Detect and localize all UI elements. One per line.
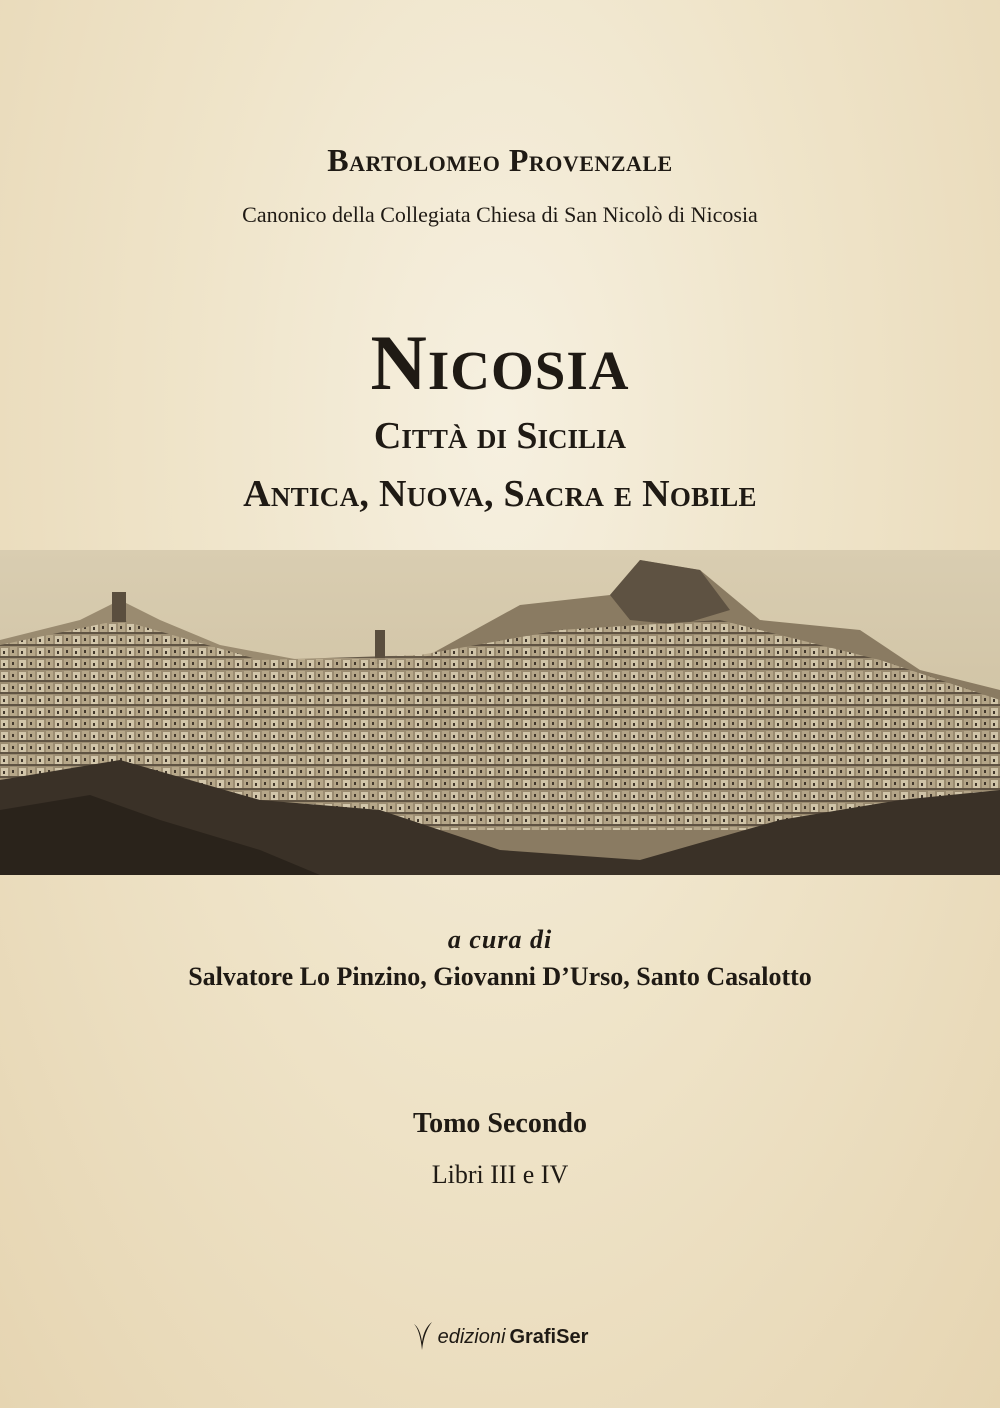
- publisher-prefix: edizioni: [437, 1325, 506, 1348]
- curated-by-label: a cura di: [447, 925, 553, 954]
- nicosia-panorama-photo: [0, 550, 1000, 875]
- leaf-v-icon: [412, 1320, 434, 1354]
- author-role: Canonico della Collegiata Chiesa di San Nicolò di Nicosia: [242, 202, 758, 227]
- publisher-logo: [0, 1320, 1000, 1354]
- publisher-name: GrafiSer: [509, 1325, 589, 1348]
- books-label: Libri III e IV: [431, 1160, 569, 1189]
- editors-names: Salvatore Lo Pinzino, Giovanni D’Urso, Santo Casalotto: [188, 962, 812, 991]
- book-subtitle-line1: Città di Sicilia: [373, 415, 627, 457]
- author-name: Bartolomeo Provenzale: [327, 142, 673, 178]
- book-subtitle-line2: Antica, Nuova, Sacra e Nobile: [243, 473, 757, 515]
- book-title: Nicosia: [370, 319, 630, 406]
- volume-label: Tomo Secondo: [412, 1108, 587, 1139]
